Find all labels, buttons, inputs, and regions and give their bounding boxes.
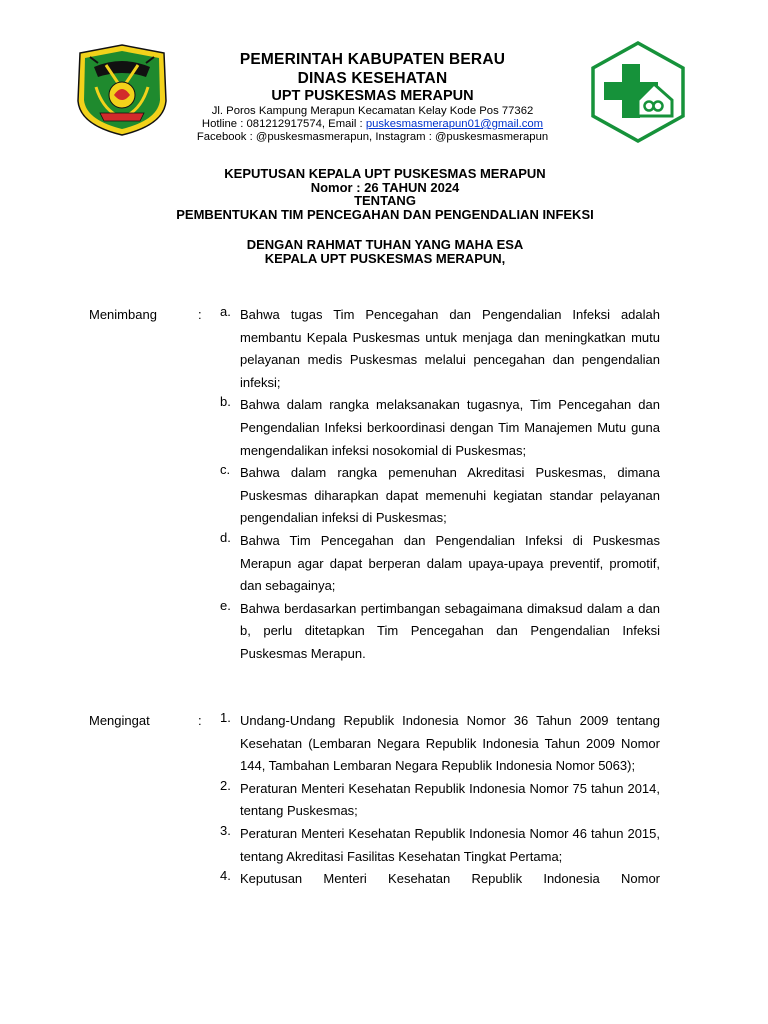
letterhead bbox=[170, 50, 575, 144]
item-text: Peraturan Menteri Kesehatan Republik Indonesia Nomor 75 tahun 2014, tentang Puskesmas; bbox=[240, 780, 660, 819]
mengingat-list bbox=[220, 710, 660, 891]
social-media: Facebook : @puskesmasmerapun, Instagram : @puskesmasmerapun bbox=[196, 131, 549, 143]
item-marker: e. bbox=[220, 597, 231, 613]
government-name: PEMERINTAH KABUPATEN BERAU bbox=[239, 51, 506, 68]
item-text: Keputusan Menteri Kesehatan Republik Indonesia Nomor bbox=[240, 871, 660, 887]
item-text: Peraturan Menteri Kesehatan Republik Indonesia Nomor 46 tahun 2015, tentang Akreditasi Fasilitas Kesehatan Tingkat Pertama; bbox=[240, 825, 660, 864]
berau-regency-emblem-icon bbox=[76, 43, 168, 137]
list-item bbox=[220, 304, 660, 394]
list-item bbox=[220, 710, 660, 778]
list-item bbox=[220, 394, 660, 462]
item-marker: d. bbox=[220, 529, 231, 545]
list-item bbox=[220, 530, 660, 598]
decree-heading bbox=[60, 167, 710, 265]
hotline-line bbox=[170, 118, 575, 131]
decree-number: Nomor : 26 TAHUN 2024 bbox=[310, 179, 460, 195]
decree-invocation: DENGAN RAHMAT TUHAN YANG MAHA ESA bbox=[246, 237, 524, 252]
email-link[interactable]: puskesmasmerapun01@gmail.com bbox=[365, 118, 544, 130]
item-marker: a. bbox=[220, 304, 231, 319]
menimbang-label: Menimbang bbox=[89, 307, 157, 322]
item-marker: b. bbox=[220, 394, 231, 410]
address: Jl. Poros Kampung Merapun Kecamatan Kelay Kode Pos 77362 bbox=[211, 105, 534, 117]
list-item bbox=[220, 823, 660, 868]
item-text: Bahwa dalam rangka melaksanakan tugasnya, Tim Pencegahan dan Pengendalian Infeksi berkoordinasi dengan Tim Manajemen Mutu guna mengendalikan infeksi nosokomial di Puskesmas; bbox=[240, 397, 660, 458]
department-name: DINAS KESEHATAN bbox=[297, 70, 448, 87]
item-text: Bahwa dalam rangka pemenuhan Akreditasi Puskesmas, dimana Puskesmas diharapkan dapat memenuhi kegiatan standar pelayanan pengendalian infeksi di Puskesmas; bbox=[240, 465, 660, 526]
item-marker: 4. bbox=[220, 868, 231, 884]
decree-about: TENTANG bbox=[354, 193, 416, 208]
item-marker: c. bbox=[220, 462, 231, 478]
decree-title: KEPUTUSAN KEPALA UPT PUSKESMAS MERAPUN bbox=[224, 166, 546, 181]
menimbang-colon: : bbox=[198, 307, 202, 322]
mengingat-colon: : bbox=[198, 713, 202, 728]
decree-subject: PEMBENTUKAN TIM PENCEGAHAN DAN PENGENDALIAN INFEKSI bbox=[176, 206, 594, 222]
item-marker: 3. bbox=[220, 822, 231, 838]
puskesmas-cross-logo-icon bbox=[588, 40, 688, 144]
item-text: Bahwa tugas Tim Pencegahan dan Pengendalian Infeksi adalah membantu Kepala Puskesmas untuk menjaga dan meningkatkan mutu pelayanan medis Puskesmas melalui pencegahan dan pengendalian infeksi; bbox=[240, 307, 660, 390]
unit-name: UPT PUSKESMAS MERAPUN bbox=[271, 88, 474, 104]
hotline-text: Hotline : 081212917574, Email : bbox=[201, 118, 366, 130]
list-item bbox=[220, 778, 660, 823]
list-item bbox=[220, 868, 660, 891]
menimbang-list bbox=[220, 304, 660, 666]
item-text: Undang-Undang Republik Indonesia Nomor 36 Tahun 2009 tentang Kesehatan (Lembaran Negara Republik Indonesia Tahun 2009 Nomor 144, Tambahan Lembaran Negara Republik Indonesia Nomor 5063); bbox=[240, 713, 660, 774]
item-text: Bahwa Tim Pencegahan dan Pengendalian Infeksi di Puskesmas Merapun agar dapat berperan dalam upaya-upaya preventif, promotif, dan sebagainya; bbox=[240, 532, 660, 594]
item-marker: 1. bbox=[220, 710, 231, 725]
item-text: Bahwa berdasarkan pertimbangan sebagaimana dimaksud dalam a dan b, perlu ditetapkan Tim Pencegahan dan Pengendalian Infeksi Puskesmas Merapun. bbox=[240, 600, 660, 661]
item-marker: 2. bbox=[220, 777, 231, 793]
list-item bbox=[220, 462, 660, 530]
list-item bbox=[220, 598, 660, 666]
mengingat-label: Mengingat bbox=[89, 713, 150, 728]
decree-issuer: KEPALA UPT PUSKESMAS MERAPUN, bbox=[264, 250, 506, 266]
